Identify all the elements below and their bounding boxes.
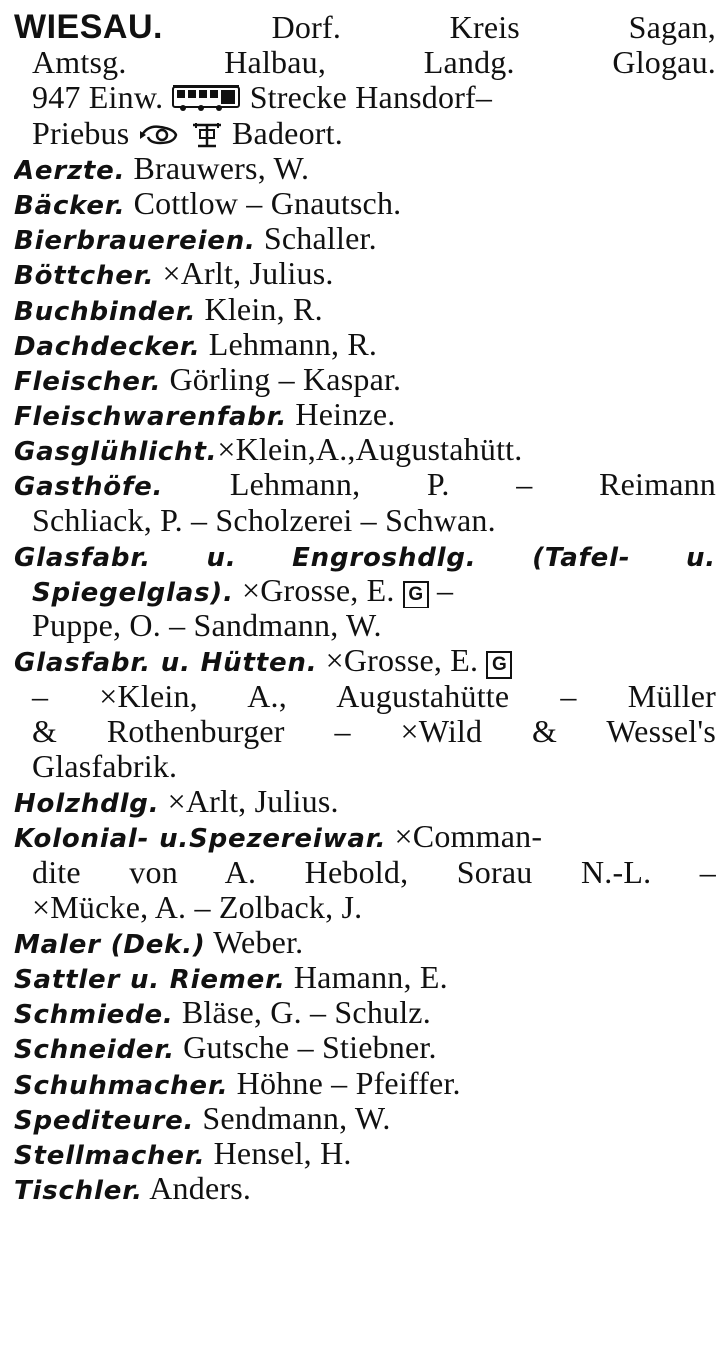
category-label: Schuhmacher. bbox=[14, 1070, 229, 1101]
category-label: Schneider. bbox=[14, 1035, 175, 1066]
entry-names: Cottlow – Gnautsch. bbox=[133, 185, 402, 221]
entry-names: ×Arlt, Julius. bbox=[167, 784, 339, 820]
header-line-2: Amtsg. Halbau, Landg. Glogau. bbox=[32, 45, 716, 81]
entry-buchbinder bbox=[14, 292, 716, 327]
entry-names: Sendmann, W. bbox=[202, 1100, 391, 1136]
railway-line-text: Strecke Hansdorf– bbox=[249, 80, 493, 116]
entry-names: Klein, R. bbox=[204, 291, 323, 327]
entry-names: ×Arlt, Julius. bbox=[162, 256, 334, 292]
entry-boettcher bbox=[14, 256, 716, 291]
category-label: Tischler. bbox=[14, 1176, 143, 1207]
entry-continuation: dite von A. Hebold, Sorau N.-L. – bbox=[32, 854, 716, 890]
entry-names: ×Comman- bbox=[394, 819, 543, 855]
entry-schuhmacher bbox=[14, 1066, 716, 1101]
category-label-continued: Spiegelglas). bbox=[32, 578, 234, 608]
entry-stellmacher bbox=[14, 1136, 716, 1171]
glass-works-badge: G bbox=[403, 581, 429, 608]
entry-names: Gutsche – Stiebner. bbox=[183, 1030, 437, 1066]
entry-sattler bbox=[14, 960, 716, 995]
entry-names: ×Klein,A.,Augustahütt. bbox=[217, 432, 523, 468]
entry-continuation: Schliack, P. – Scholzerei – Schwan. bbox=[32, 502, 496, 538]
entry-continuation: Glasfabrik. bbox=[32, 748, 178, 784]
entry-names: Lehmann, R. bbox=[208, 326, 378, 362]
category-label: Gasglühlicht. bbox=[14, 437, 218, 468]
category-label: Gasthöfe. bbox=[14, 472, 164, 503]
entry-names: Anders. bbox=[149, 1171, 252, 1207]
entry-names: Weber. bbox=[213, 924, 304, 960]
entry-holzhdlg bbox=[14, 784, 716, 819]
entry-dash: – bbox=[437, 573, 454, 608]
entry-names: Heinze. bbox=[295, 397, 396, 433]
entry-glasfabr-huetten bbox=[14, 643, 716, 678]
railway-station-icon bbox=[171, 84, 241, 115]
entry-names: ×Grosse, E. bbox=[325, 643, 479, 679]
entry-names: Hamann, E. bbox=[293, 960, 448, 996]
entry-continuation: – ×Klein, A., Augustahütte – Müller bbox=[32, 678, 716, 714]
entry-names: Brauwers, W. bbox=[133, 150, 310, 186]
category-label: Fleischer. bbox=[14, 366, 162, 397]
entry-fleischer bbox=[14, 362, 716, 397]
category-label: Bäcker. bbox=[14, 190, 126, 221]
entry-gasgluehlicht bbox=[14, 432, 716, 467]
category-label: Maler (Dek.) bbox=[14, 929, 206, 960]
entry-schmiede bbox=[14, 995, 716, 1030]
entry-aerzte bbox=[14, 151, 716, 186]
post-horn-icon bbox=[138, 120, 182, 151]
category-label: Glasfabr. u. Engroshdlg. (Tafel- u. bbox=[14, 542, 716, 573]
category-label: Buchbinder. bbox=[14, 296, 197, 327]
entry-maler bbox=[14, 925, 716, 960]
category-label: Schmiede. bbox=[14, 1000, 174, 1031]
entry-continuation: Puppe, O. – Sandmann, W. bbox=[32, 608, 382, 644]
entry-kolonial bbox=[14, 819, 716, 854]
entry-schneider bbox=[14, 1030, 716, 1065]
category-label: Holzhdlg. bbox=[14, 789, 160, 820]
entry-glasfabr-engros-line-2 bbox=[14, 573, 716, 608]
entry-spediteure bbox=[14, 1101, 716, 1136]
entry-fleischwarenfabr bbox=[14, 397, 716, 432]
telegraph-icon bbox=[190, 120, 224, 151]
entry-names: ×Grosse, E. bbox=[241, 573, 395, 608]
entry-names: Schaller. bbox=[263, 221, 377, 257]
town-description: Dorf. Kreis Sagan, bbox=[271, 10, 716, 45]
entry-names: Lehmann, P. – Reimann bbox=[229, 467, 716, 503]
category-label: Kolonial- u.Spezereiwar. bbox=[14, 824, 387, 855]
spa-text: Badeort. bbox=[232, 115, 343, 151]
entry-continuation: ×Mücke, A. – Zolback, J. bbox=[32, 889, 363, 925]
category-label: Bierbrauereien. bbox=[14, 226, 256, 257]
category-label: Dachdecker. bbox=[14, 331, 201, 362]
header-line-3 bbox=[14, 80, 716, 115]
entry-gasthoefe bbox=[14, 467, 716, 502]
entry-glasfabr-engros bbox=[14, 538, 716, 573]
population-text: 947 Einw. bbox=[32, 80, 164, 116]
directory-page bbox=[14, 10, 716, 1206]
entry-bierbrauereien bbox=[14, 221, 716, 256]
entry-dachdecker bbox=[14, 327, 716, 362]
header-line-1 bbox=[14, 10, 716, 45]
header-line-4 bbox=[14, 116, 716, 151]
category-label: Spediteure. bbox=[14, 1105, 195, 1136]
entry-tischler bbox=[14, 1171, 716, 1206]
category-label: Aerzte. bbox=[14, 155, 126, 186]
entry-names: Höhne – Pfeiffer. bbox=[236, 1065, 461, 1101]
category-label: Fleischwarenfabr. bbox=[14, 402, 288, 433]
glass-works-badge: G bbox=[486, 651, 512, 678]
entry-names: Bläse, G. – Schulz. bbox=[181, 995, 431, 1031]
category-label: Sattler u. Riemer. bbox=[14, 965, 286, 996]
entry-continuation: & Rothenburger – ×Wild & Wessel's bbox=[32, 713, 716, 749]
category-label: Böttcher. bbox=[14, 261, 155, 292]
entry-names: Görling – Kaspar. bbox=[169, 361, 402, 397]
entry-baecker bbox=[14, 186, 716, 221]
town-title: WIESAU. bbox=[14, 10, 163, 46]
category-label: Glasfabr. u. Hütten. bbox=[14, 648, 318, 679]
entry-names: Hensel, H. bbox=[213, 1136, 352, 1171]
railway-line-end: Priebus bbox=[32, 115, 130, 151]
category-label: Stellmacher. bbox=[14, 1141, 206, 1171]
